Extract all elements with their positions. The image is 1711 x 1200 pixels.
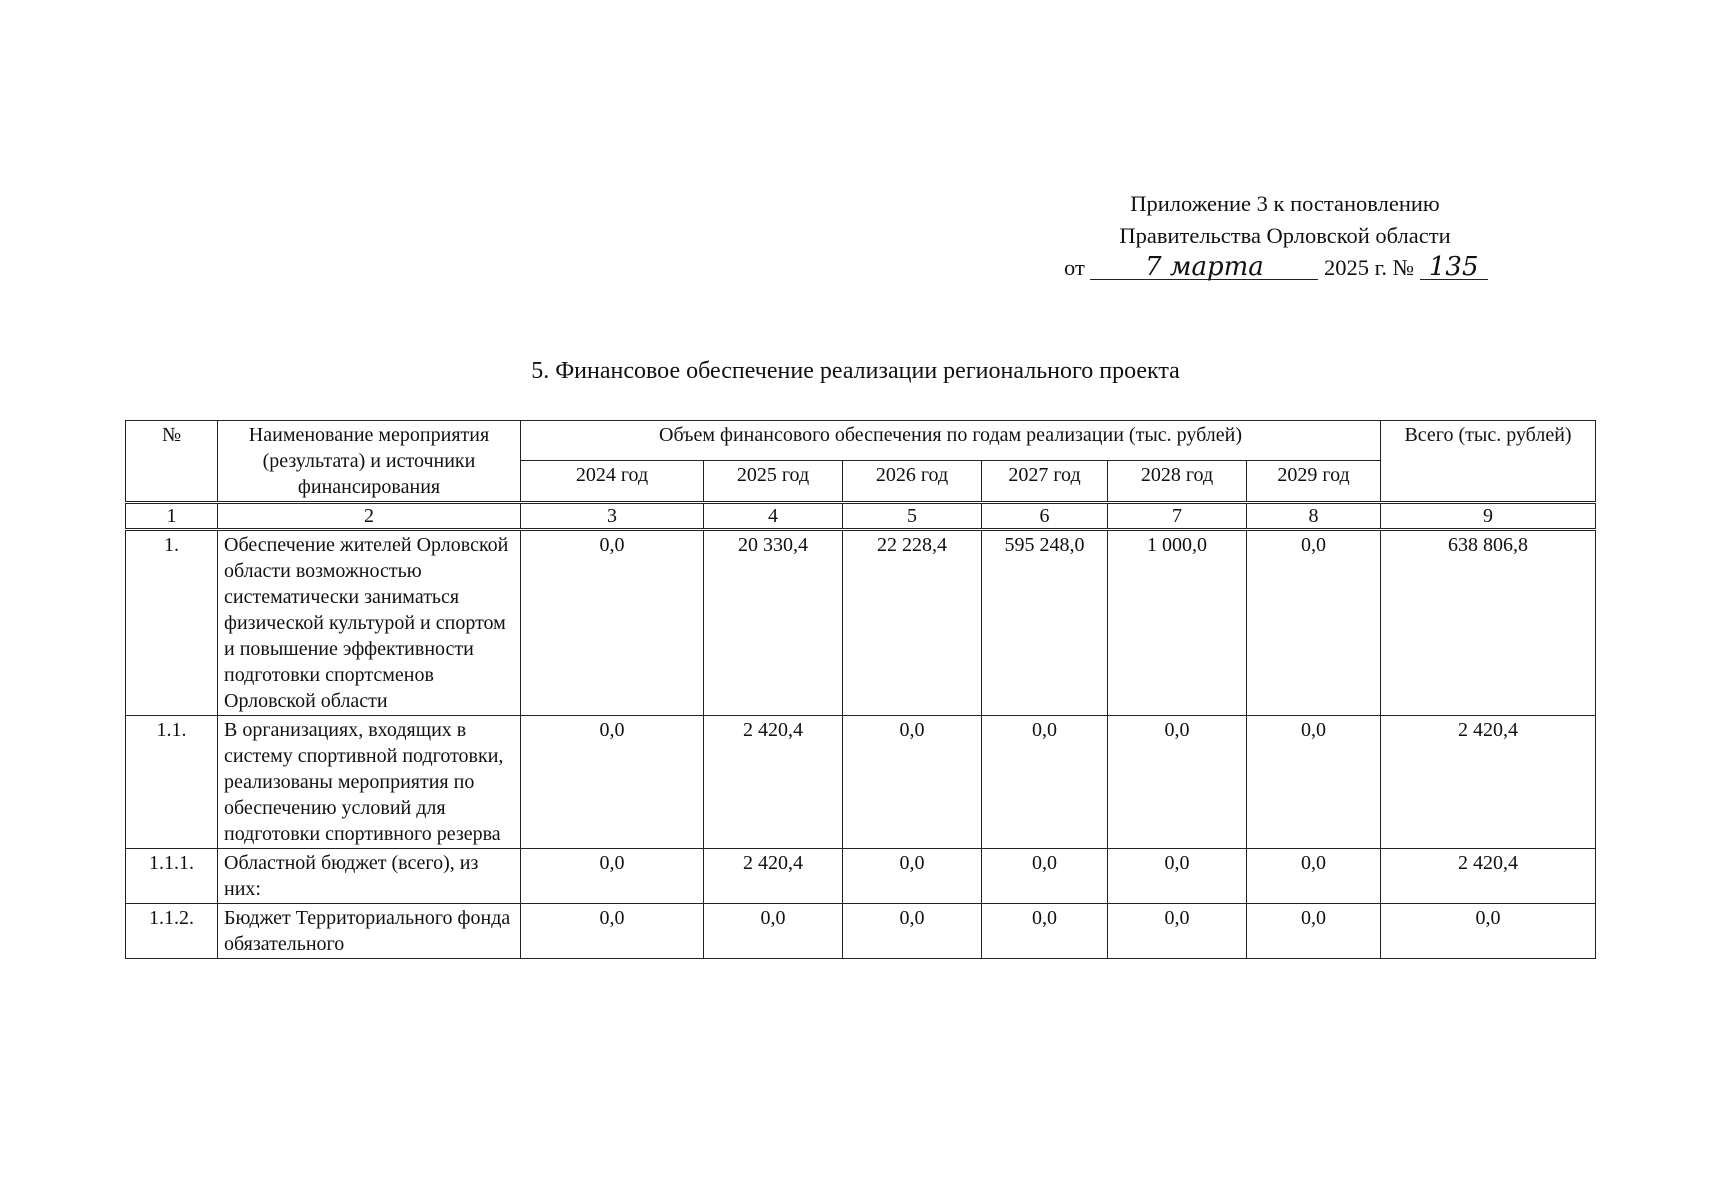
column-number-row [126,503,1596,530]
table-row [126,904,1596,959]
column-number: 8 [1247,503,1381,530]
header-row-1 [126,421,1596,461]
value-cell: 0,0 [1108,904,1247,959]
table-row [126,716,1596,849]
value-cell: 0,0 [1247,716,1381,849]
value-cell: 0,0 [843,716,982,849]
value-cell: 2 420,4 [704,849,843,904]
column-number: 1 [126,503,218,530]
handwritten-date: 7 марта [1090,255,1318,280]
column-number: 2 [218,503,521,530]
value-cell: 22 228,4 [843,530,982,716]
value-cell: 0,0 [521,849,704,904]
appendix-line-2: Правительства Орловской области [1119,223,1451,248]
value-cell: 2 420,4 [704,716,843,849]
value-cell: 595 248,0 [982,530,1108,716]
header-year: 2025 год [704,461,843,503]
section-title: 5. Финансовое обеспечение реализации регионального проекта [531,358,1180,384]
total-cell: 638 806,8 [1381,530,1596,716]
header-year: 2028 год [1108,461,1247,503]
value-cell: 0,0 [982,716,1108,849]
appendix-block [1040,188,1530,284]
total-cell: 2 420,4 [1381,716,1596,849]
column-number: 5 [843,503,982,530]
row-name: В организациях, входящих в систему спортивной подготовки, реализованы мероприятия по обеспечению условий для подготовки спортивного резерва [218,716,521,849]
column-number: 9 [1381,503,1596,530]
value-cell: 0,0 [1108,716,1247,849]
header-year: 2029 год [1247,461,1381,503]
year-label: 2025 г. № [1324,255,1415,280]
value-cell: 20 330,4 [704,530,843,716]
value-cell: 0,0 [521,716,704,849]
value-cell: 0,0 [1247,849,1381,904]
row-name: Областной бюджет (всего), из них: [218,849,521,904]
column-number: 7 [1108,503,1247,530]
column-number: 4 [704,503,843,530]
header-year: 2024 год [521,461,704,503]
row-number: 1.1. [126,716,218,849]
value-cell: 0,0 [1108,849,1247,904]
header-volume: Объем финансового обеспечения по годам реализации (тыс. рублей) [521,421,1381,461]
total-cell: 2 420,4 [1381,849,1596,904]
column-number: 6 [982,503,1108,530]
value-cell: 1 000,0 [1108,530,1247,716]
value-cell: 0,0 [982,849,1108,904]
column-number: 3 [521,503,704,530]
header-name: Наименование мероприятия (результата) и источники финансирования [218,421,521,503]
value-cell: 0,0 [521,530,704,716]
row-number: 1.1.1. [126,849,218,904]
from-label: от [1064,255,1085,280]
total-cell: 0,0 [1381,904,1596,959]
header-year: 2026 год [843,461,982,503]
row-name: Обеспечение жителей Орловской области возможностью систематически заниматься физической культурой и спортом и повышение эффективности подготовки спортсменов Орловской области [218,530,521,716]
table-row [126,530,1596,716]
header-year: 2027 год [982,461,1108,503]
table-row [126,849,1596,904]
row-name: Бюджет Территориального фонда обязательного [218,904,521,959]
value-cell: 0,0 [521,904,704,959]
handwritten-number: 135 [1420,255,1488,280]
row-number: 1.1.2. [126,904,218,959]
header-num: № [126,421,218,503]
financing-table [125,420,1596,959]
value-cell: 0,0 [1247,530,1381,716]
value-cell: 0,0 [704,904,843,959]
row-number: 1. [126,530,218,716]
appendix-line-1: Приложение 3 к постановлению [1130,191,1440,216]
value-cell: 0,0 [843,849,982,904]
appendix-date-line [1040,252,1530,284]
value-cell: 0,0 [843,904,982,959]
header-total: Всего (тыс. рублей) [1381,421,1596,503]
value-cell: 0,0 [982,904,1108,959]
value-cell: 0,0 [1247,904,1381,959]
